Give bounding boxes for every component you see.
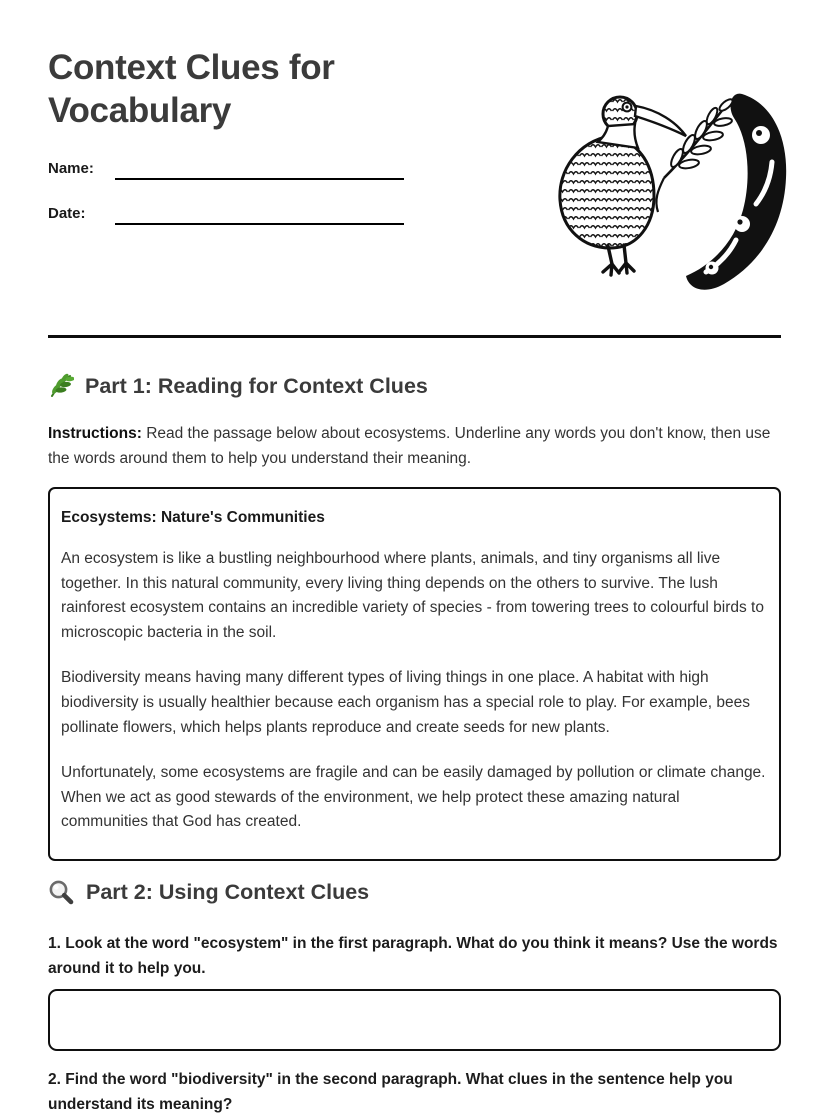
passage-paragraph-3: Unfortunately, some ecosystems are fragile and can be easily damaged by pollution or climate change. When we act as good stewards of the environment, we help protect these amazing natural communities that God has created. [61,764,766,831]
instructions-text: Read the passage below about ecosystems. Underline any words you don't know, then use the words around them to help you understand their meaning. [48,425,771,467]
part2-heading-label: Part 2: Using Context Clues [86,880,370,904]
section-divider [48,335,781,338]
question-2-text: 2. Find the word "biodiversity" in the second paragraph. What clues in the sentence help you understand its meaning? [48,1071,733,1113]
part2-heading [48,879,369,906]
magnifying-glass-icon [48,879,75,906]
passage-title: Ecosystems: Nature's Communities [61,509,325,526]
passage-paragraph-1: An ecosystem is like a bustling neighbourhood where plants, animals, and tiny organisms all live together. In this natural community, every living thing depends on the others to survive. The lush rainforest ecosystem contains an incredible variety of species - from towering trees to colourful birds to microscopic bacteria in the soil. [61,550,764,641]
herb-icon [48,373,74,399]
part1-heading-label: Part 1: Reading for Context Clues [85,373,428,398]
passage-box [48,487,781,861]
kiwi-fern-illustration [546,78,794,296]
name-label: Name: [48,160,94,177]
part1-instructions [48,421,784,471]
name-field-row [48,158,404,180]
part1-heading [48,373,428,399]
date-label: Date: [48,205,86,222]
date-field-row [48,203,404,225]
name-input[interactable] [115,158,404,180]
kiwi-bird [560,97,686,275]
question-1-text: 1. Look at the word "ecosystem" in the first paragraph. What do you think it means? Use the words around it to help you. [48,935,778,977]
page-title: Context Clues for Vocabulary [48,48,335,130]
date-input[interactable] [115,203,404,225]
passage-paragraph-2: Biodiversity means having many different types of living things in one place. A habitat with high biodiversity is usually healthier because each organism has a special role to play. For example, bees pollinate flowers, which helps plants reproduce and create seeds for new plants. [61,669,750,736]
question-1-answer-box[interactable] [48,989,781,1051]
instructions-label: Instructions: [48,425,142,442]
